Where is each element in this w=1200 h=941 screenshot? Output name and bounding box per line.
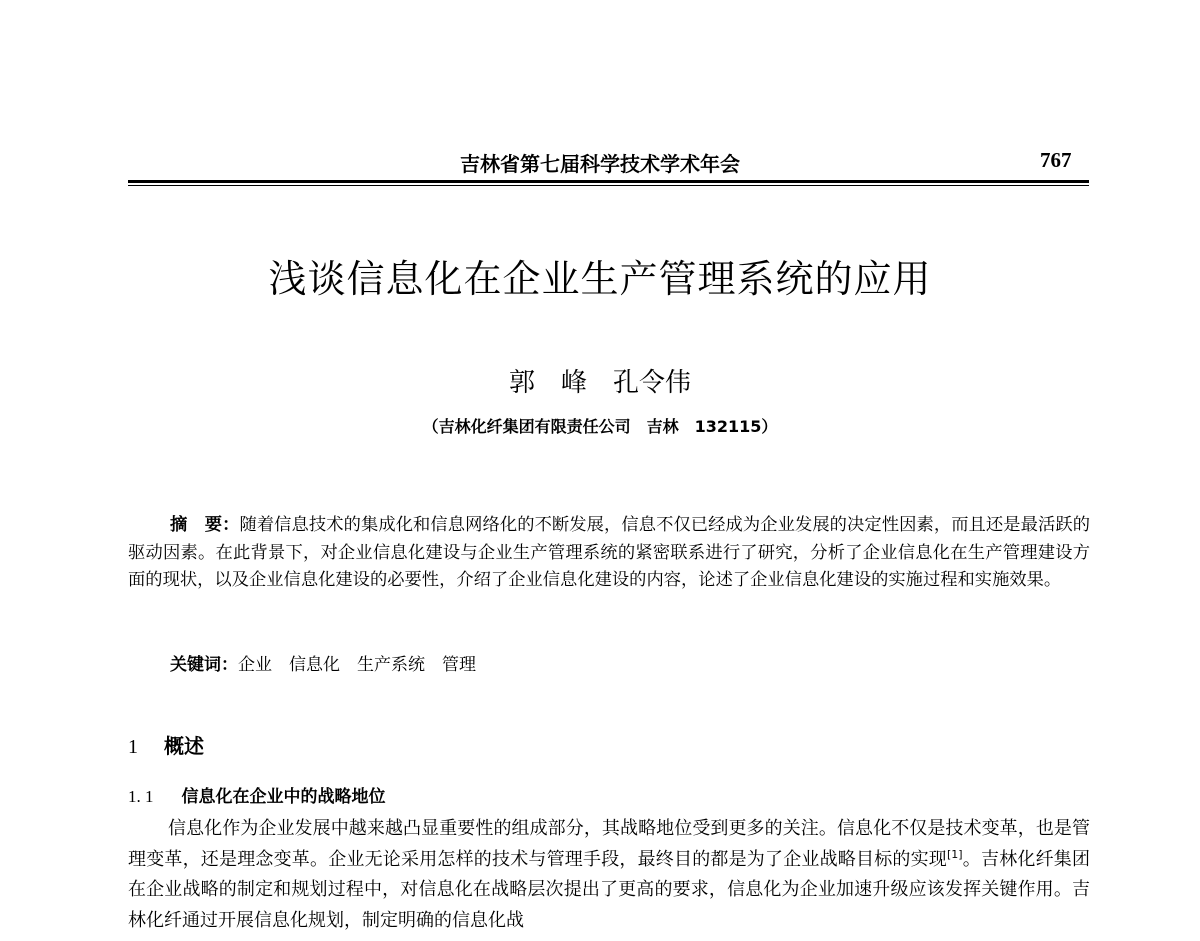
section-number: 1 bbox=[128, 736, 138, 758]
abstract bbox=[128, 512, 1090, 595]
header-rule-thick bbox=[128, 180, 1089, 183]
paper-title: 浅谈信息化在企业生产管理系统的应用 bbox=[268, 257, 932, 301]
page-cutoff bbox=[0, 932, 1200, 941]
affiliation: （吉林化纤集团有限责任公司 吉林 132115） bbox=[422, 417, 778, 436]
body-text-part1: 信息化作为企业发展中越来越凸显重要性的组成部分，其战略地位受到更多的关注。信息化不仅是技术变革，也是管理变革，还是理念变革。企业无论采用怎样的技术与管理手段，最终目的都是为了企业战略目标的实现 bbox=[128, 818, 1090, 870]
authors: 郭 峰 孔令伟 bbox=[508, 368, 691, 398]
keywords-text: 企业 信息化 生产系统 管理 bbox=[238, 655, 476, 675]
subsection-heading bbox=[128, 782, 386, 807]
abstract-text: 随着信息技术的集成化和信息网络化的不断发展，信息不仅已经成为企业发展的决定性因素，而且还是最活跃的驱动因素。在此背景下，对企业信息化建设与企业生产管理系统的紧密联系进行了研究，分析了企业信息化在生产管理建设方面的现状，以及企业信息化建设的必要性，介绍了企业信息化建设的内容，论述了企业信息化建设的实施过程和实施效果。 bbox=[128, 515, 1090, 590]
keywords bbox=[170, 650, 476, 675]
body-text-part2: 。吉林化纤集团在企业战略的制定和规划过程中，对信息化在战略层次提出了更高的要求，信息化为企业加速升级应该发挥关键作用。吉林化纤通过开展信息化规划，制定明确的信息化战 bbox=[128, 848, 1091, 931]
citation-ref: [1] bbox=[947, 847, 963, 861]
journal-header: 吉林省第七届科学技术学术年会 bbox=[460, 152, 740, 176]
subsection-title: 信息化在企业中的战略地位 bbox=[181, 787, 386, 807]
section-title: 概述 bbox=[164, 734, 204, 758]
header-rule-thin bbox=[128, 185, 1089, 186]
subsection-number: 1. 1 bbox=[128, 787, 154, 806]
page-number: 767 bbox=[1040, 148, 1072, 172]
body-paragraph bbox=[128, 814, 1090, 936]
keywords-label: 关键词： bbox=[170, 655, 238, 675]
section-heading bbox=[128, 730, 204, 759]
abstract-label: 摘 要： bbox=[170, 515, 240, 535]
